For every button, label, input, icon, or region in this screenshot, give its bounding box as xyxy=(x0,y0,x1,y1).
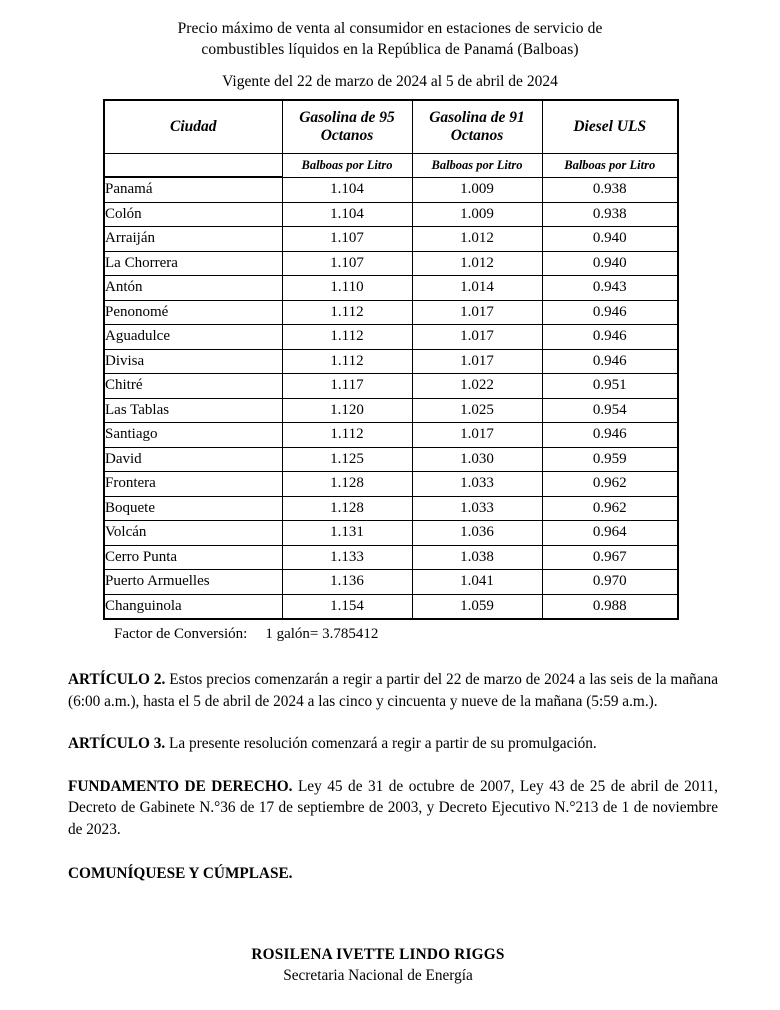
cell-city: Las Tablas xyxy=(104,398,282,423)
cell-city: Cerro Punta xyxy=(104,545,282,570)
table-row xyxy=(104,545,678,570)
cell-gasoline-95: 1.120 xyxy=(282,398,412,423)
cell-diesel: 0.962 xyxy=(542,496,678,521)
table-row xyxy=(104,594,678,619)
cell-city: Chitré xyxy=(104,374,282,399)
unit-header-gasoline-91: Balboas por Litro xyxy=(412,154,542,178)
cell-gasoline-91: 1.041 xyxy=(412,570,542,595)
table-row xyxy=(104,570,678,595)
cell-gasoline-95: 1.154 xyxy=(282,594,412,619)
title-line-2: combustibles líquidos en la República de Panamá (Balboas) xyxy=(201,41,579,58)
legal-basis-text: Ley 45 de 31 de octubre de 2007, Ley 43 de 25 de abril de 2011, Decreto de Gabinete N.°36 de 17 de septiembre de 2003, y Decreto Ejecutivo N.°213 de 1 de noviembre de 2023. xyxy=(68,777,718,838)
cell-city: Colón xyxy=(104,202,282,227)
cell-city: Changuinola xyxy=(104,594,282,619)
cell-diesel: 0.962 xyxy=(542,472,678,497)
cell-gasoline-95: 1.110 xyxy=(282,276,412,301)
cell-city: La Chorrera xyxy=(104,251,282,276)
unit-header-diesel: Balboas por Litro xyxy=(542,154,678,178)
cell-city: Antón xyxy=(104,276,282,301)
table-row xyxy=(104,227,678,252)
cell-diesel: 0.940 xyxy=(542,227,678,252)
cell-gasoline-95: 1.136 xyxy=(282,570,412,595)
cell-gasoline-91: 1.012 xyxy=(412,227,542,252)
cell-gasoline-91: 1.033 xyxy=(412,472,542,497)
conversion-factor-value: 1 galón= 3.785412 xyxy=(265,626,379,642)
table-row xyxy=(104,472,678,497)
table-row xyxy=(104,276,678,301)
cell-gasoline-95: 1.133 xyxy=(282,545,412,570)
cell-city: Puerto Armuelles xyxy=(104,570,282,595)
cell-city: Volcán xyxy=(104,521,282,546)
cell-gasoline-91: 1.017 xyxy=(412,349,542,374)
cell-gasoline-91: 1.059 xyxy=(412,594,542,619)
legal-basis-paragraph xyxy=(68,776,718,841)
cell-diesel: 0.940 xyxy=(542,251,678,276)
column-header-city: Ciudad xyxy=(104,100,282,154)
table-row xyxy=(104,300,678,325)
title-line-1: Precio máximo de venta al consumidor en estaciones de servicio de xyxy=(177,20,603,37)
cell-diesel: 0.946 xyxy=(542,300,678,325)
table-row xyxy=(104,447,678,472)
unit-header-gasoline-95: Balboas por Litro xyxy=(282,154,412,178)
cell-diesel: 0.964 xyxy=(542,521,678,546)
cell-city: Divisa xyxy=(104,349,282,374)
cell-city: Penonomé xyxy=(104,300,282,325)
cell-gasoline-91: 1.030 xyxy=(412,447,542,472)
legal-basis-heading: FUNDAMENTO DE DERECHO. xyxy=(68,777,293,795)
cell-city: Arraiján xyxy=(104,227,282,252)
cell-diesel: 0.954 xyxy=(542,398,678,423)
unit-header-city xyxy=(104,154,282,178)
cell-gasoline-95: 1.112 xyxy=(282,325,412,350)
article-2-text: Estos precios comenzarán a regir a partir del 22 de marzo de 2024 a las seis de la mañana (6:00 a.m.), hasta el 5 de abril de 2024 a las cinco y cincuenta y nueve de la mañana (5:59 a.m.). xyxy=(68,671,718,710)
cell-diesel: 0.967 xyxy=(542,545,678,570)
table-row xyxy=(104,496,678,521)
conversion-factor xyxy=(0,624,780,644)
table-body xyxy=(104,177,678,619)
cell-gasoline-95: 1.125 xyxy=(282,447,412,472)
table-row xyxy=(104,521,678,546)
document-body xyxy=(0,669,780,986)
cell-diesel: 0.938 xyxy=(542,177,678,202)
cell-gasoline-95: 1.107 xyxy=(282,227,412,252)
signatory-role: Secretaria Nacional de Energía xyxy=(283,966,473,984)
cell-diesel: 0.938 xyxy=(542,202,678,227)
validity-period: Vigente del 22 de marzo de 2024 al 5 de abril de 2024 xyxy=(222,73,558,90)
fuel-price-table xyxy=(103,99,679,620)
cell-gasoline-91: 1.014 xyxy=(412,276,542,301)
cell-city: Panamá xyxy=(104,177,282,202)
signatory-name: ROSILENA IVETTE LINDO RIGGS xyxy=(251,945,505,963)
column-header-gasoline-95: Gasolina de 95 Octanos xyxy=(282,100,412,154)
cell-gasoline-91: 1.025 xyxy=(412,398,542,423)
table-row xyxy=(104,202,678,227)
table-row xyxy=(104,177,678,202)
column-header-diesel: Diesel ULS xyxy=(542,100,678,154)
cell-gasoline-91: 1.033 xyxy=(412,496,542,521)
cell-gasoline-91: 1.012 xyxy=(412,251,542,276)
article-2-paragraph xyxy=(68,669,718,712)
article-3-paragraph xyxy=(68,733,718,755)
cell-diesel: 0.951 xyxy=(542,374,678,399)
table-row xyxy=(104,423,678,448)
conversion-factor-label: Factor de Conversión: xyxy=(114,626,248,642)
cell-diesel: 0.946 xyxy=(542,349,678,374)
cell-gasoline-95: 1.112 xyxy=(282,423,412,448)
document-title-block xyxy=(0,0,780,92)
article-3-text: La presente resolución comenzará a regir a partir de su promulgación. xyxy=(165,735,597,752)
table-header xyxy=(104,100,678,177)
cell-gasoline-91: 1.017 xyxy=(412,325,542,350)
closing-statement: COMUNÍQUESE Y CÚMPLASE. xyxy=(68,865,293,882)
signature-block xyxy=(68,945,718,986)
cell-diesel: 0.959 xyxy=(542,447,678,472)
cell-gasoline-91: 1.017 xyxy=(412,423,542,448)
cell-gasoline-91: 1.036 xyxy=(412,521,542,546)
cell-gasoline-91: 1.022 xyxy=(412,374,542,399)
table-row xyxy=(104,325,678,350)
cell-gasoline-95: 1.128 xyxy=(282,472,412,497)
cell-gasoline-95: 1.112 xyxy=(282,349,412,374)
cell-diesel: 0.988 xyxy=(542,594,678,619)
cell-gasoline-91: 1.017 xyxy=(412,300,542,325)
cell-city: David xyxy=(104,447,282,472)
table-row xyxy=(104,398,678,423)
cell-gasoline-95: 1.128 xyxy=(282,496,412,521)
cell-gasoline-95: 1.131 xyxy=(282,521,412,546)
cell-gasoline-91: 1.009 xyxy=(412,177,542,202)
table-header-row-units xyxy=(104,154,678,178)
cell-gasoline-95: 1.104 xyxy=(282,202,412,227)
table-row xyxy=(104,349,678,374)
cell-diesel: 0.970 xyxy=(542,570,678,595)
article-3-heading: ARTÍCULO 3. xyxy=(68,735,166,752)
cell-diesel: 0.943 xyxy=(542,276,678,301)
table-row xyxy=(104,251,678,276)
cell-gasoline-91: 1.009 xyxy=(412,202,542,227)
price-table-container xyxy=(103,99,677,620)
cell-gasoline-91: 1.038 xyxy=(412,545,542,570)
cell-city: Frontera xyxy=(104,472,282,497)
cell-gasoline-95: 1.107 xyxy=(282,251,412,276)
cell-city: Boquete xyxy=(104,496,282,521)
cell-city: Santiago xyxy=(104,423,282,448)
cell-diesel: 0.946 xyxy=(542,325,678,350)
cell-gasoline-95: 1.112 xyxy=(282,300,412,325)
column-header-gasoline-91: Gasolina de 91 Octanos xyxy=(412,100,542,154)
table-header-row-main xyxy=(104,100,678,154)
cell-gasoline-95: 1.104 xyxy=(282,177,412,202)
cell-city: Aguadulce xyxy=(104,325,282,350)
cell-diesel: 0.946 xyxy=(542,423,678,448)
cell-gasoline-95: 1.117 xyxy=(282,374,412,399)
article-2-heading: ARTÍCULO 2. xyxy=(68,671,166,688)
table-row xyxy=(104,374,678,399)
